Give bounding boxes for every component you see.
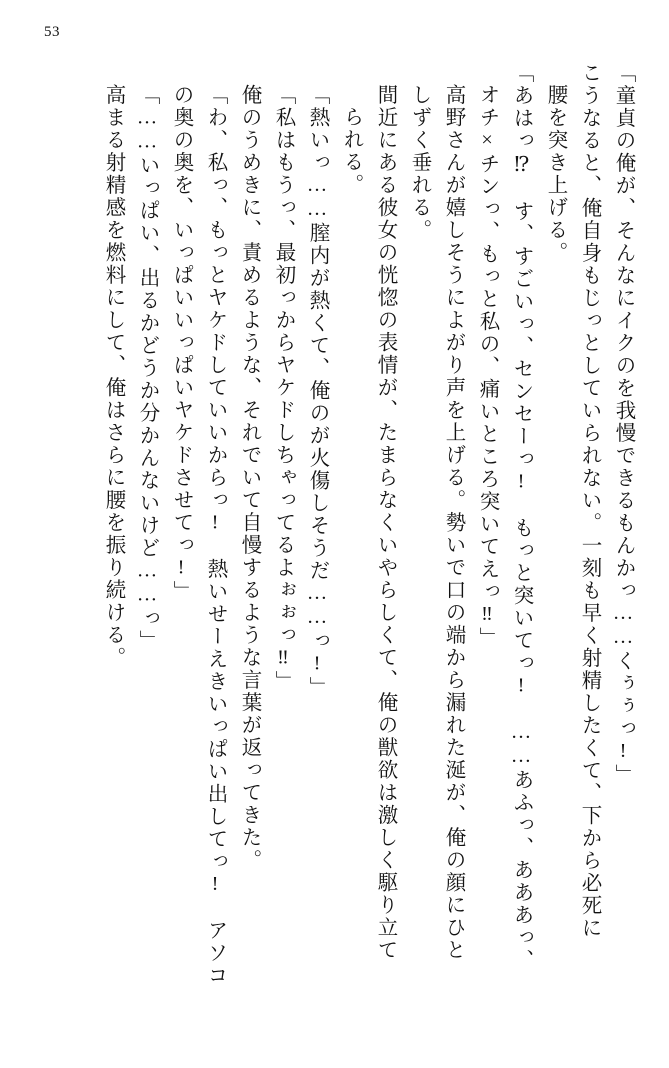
text-column: 「あはっ⁉ す、すごいっ、センセーっ! もっと突いてっ! ……あふっ、あああっ、 (510, 62, 532, 972)
page-number: 53 (44, 24, 60, 40)
text-column: 俺のうめきに、責めるような、それでいて自慢するような言葉が返ってきた。 (238, 84, 260, 872)
text-column: 高まる射精感を燃料にして、俺はさらに腰を振り続ける。 (102, 84, 124, 669)
text-column: しずく垂れる。 (408, 84, 430, 242)
text-column: 「私はもうっ、最初っからヤケドしちゃってるよぉぉっ‼」 (272, 84, 294, 693)
text-column: 「童貞の俺が、そんなにイクのを我慢できるもんかっ……くぅぅっ!」 (612, 62, 634, 787)
text-column: 「熱いっ……膣内が熱くて、俺のが火傷しそうだ……っ!」 (306, 84, 328, 699)
text-column: の奥の奥を、いっぱいいっぱいヤケドさせてっ!」 (170, 84, 192, 603)
text-column: 腰を突き上げる。 (544, 84, 566, 264)
text-column: こうなると、俺自身もじっとしていられない。一刻も早く射精したくて、下から必死に (578, 62, 600, 940)
text-column: られる。 (340, 106, 362, 196)
text-column: オチ×チンっ、もっと私の、痛いところ突いてえっ‼」 (476, 84, 498, 650)
text-column: 高野さんが嬉しそうによがり声を上げる。勢いで口の端から漏れた涎が、俺の顔にひと (442, 84, 464, 962)
vertical-text-body (40, 62, 633, 1024)
text-column: 間近にある彼女の恍惚の表情が、たまらなくいやらしくて、俺の獣欲は激しく駆り立て (374, 84, 396, 962)
text-column: 「わ、私っ、もっとヤケドしていいからっ! 熱いせーえきいっぱい出してっ! アソコ (204, 84, 226, 987)
text-column: 「……いっぱい、出るかどうか分かんないけど……っ」 (136, 84, 158, 653)
